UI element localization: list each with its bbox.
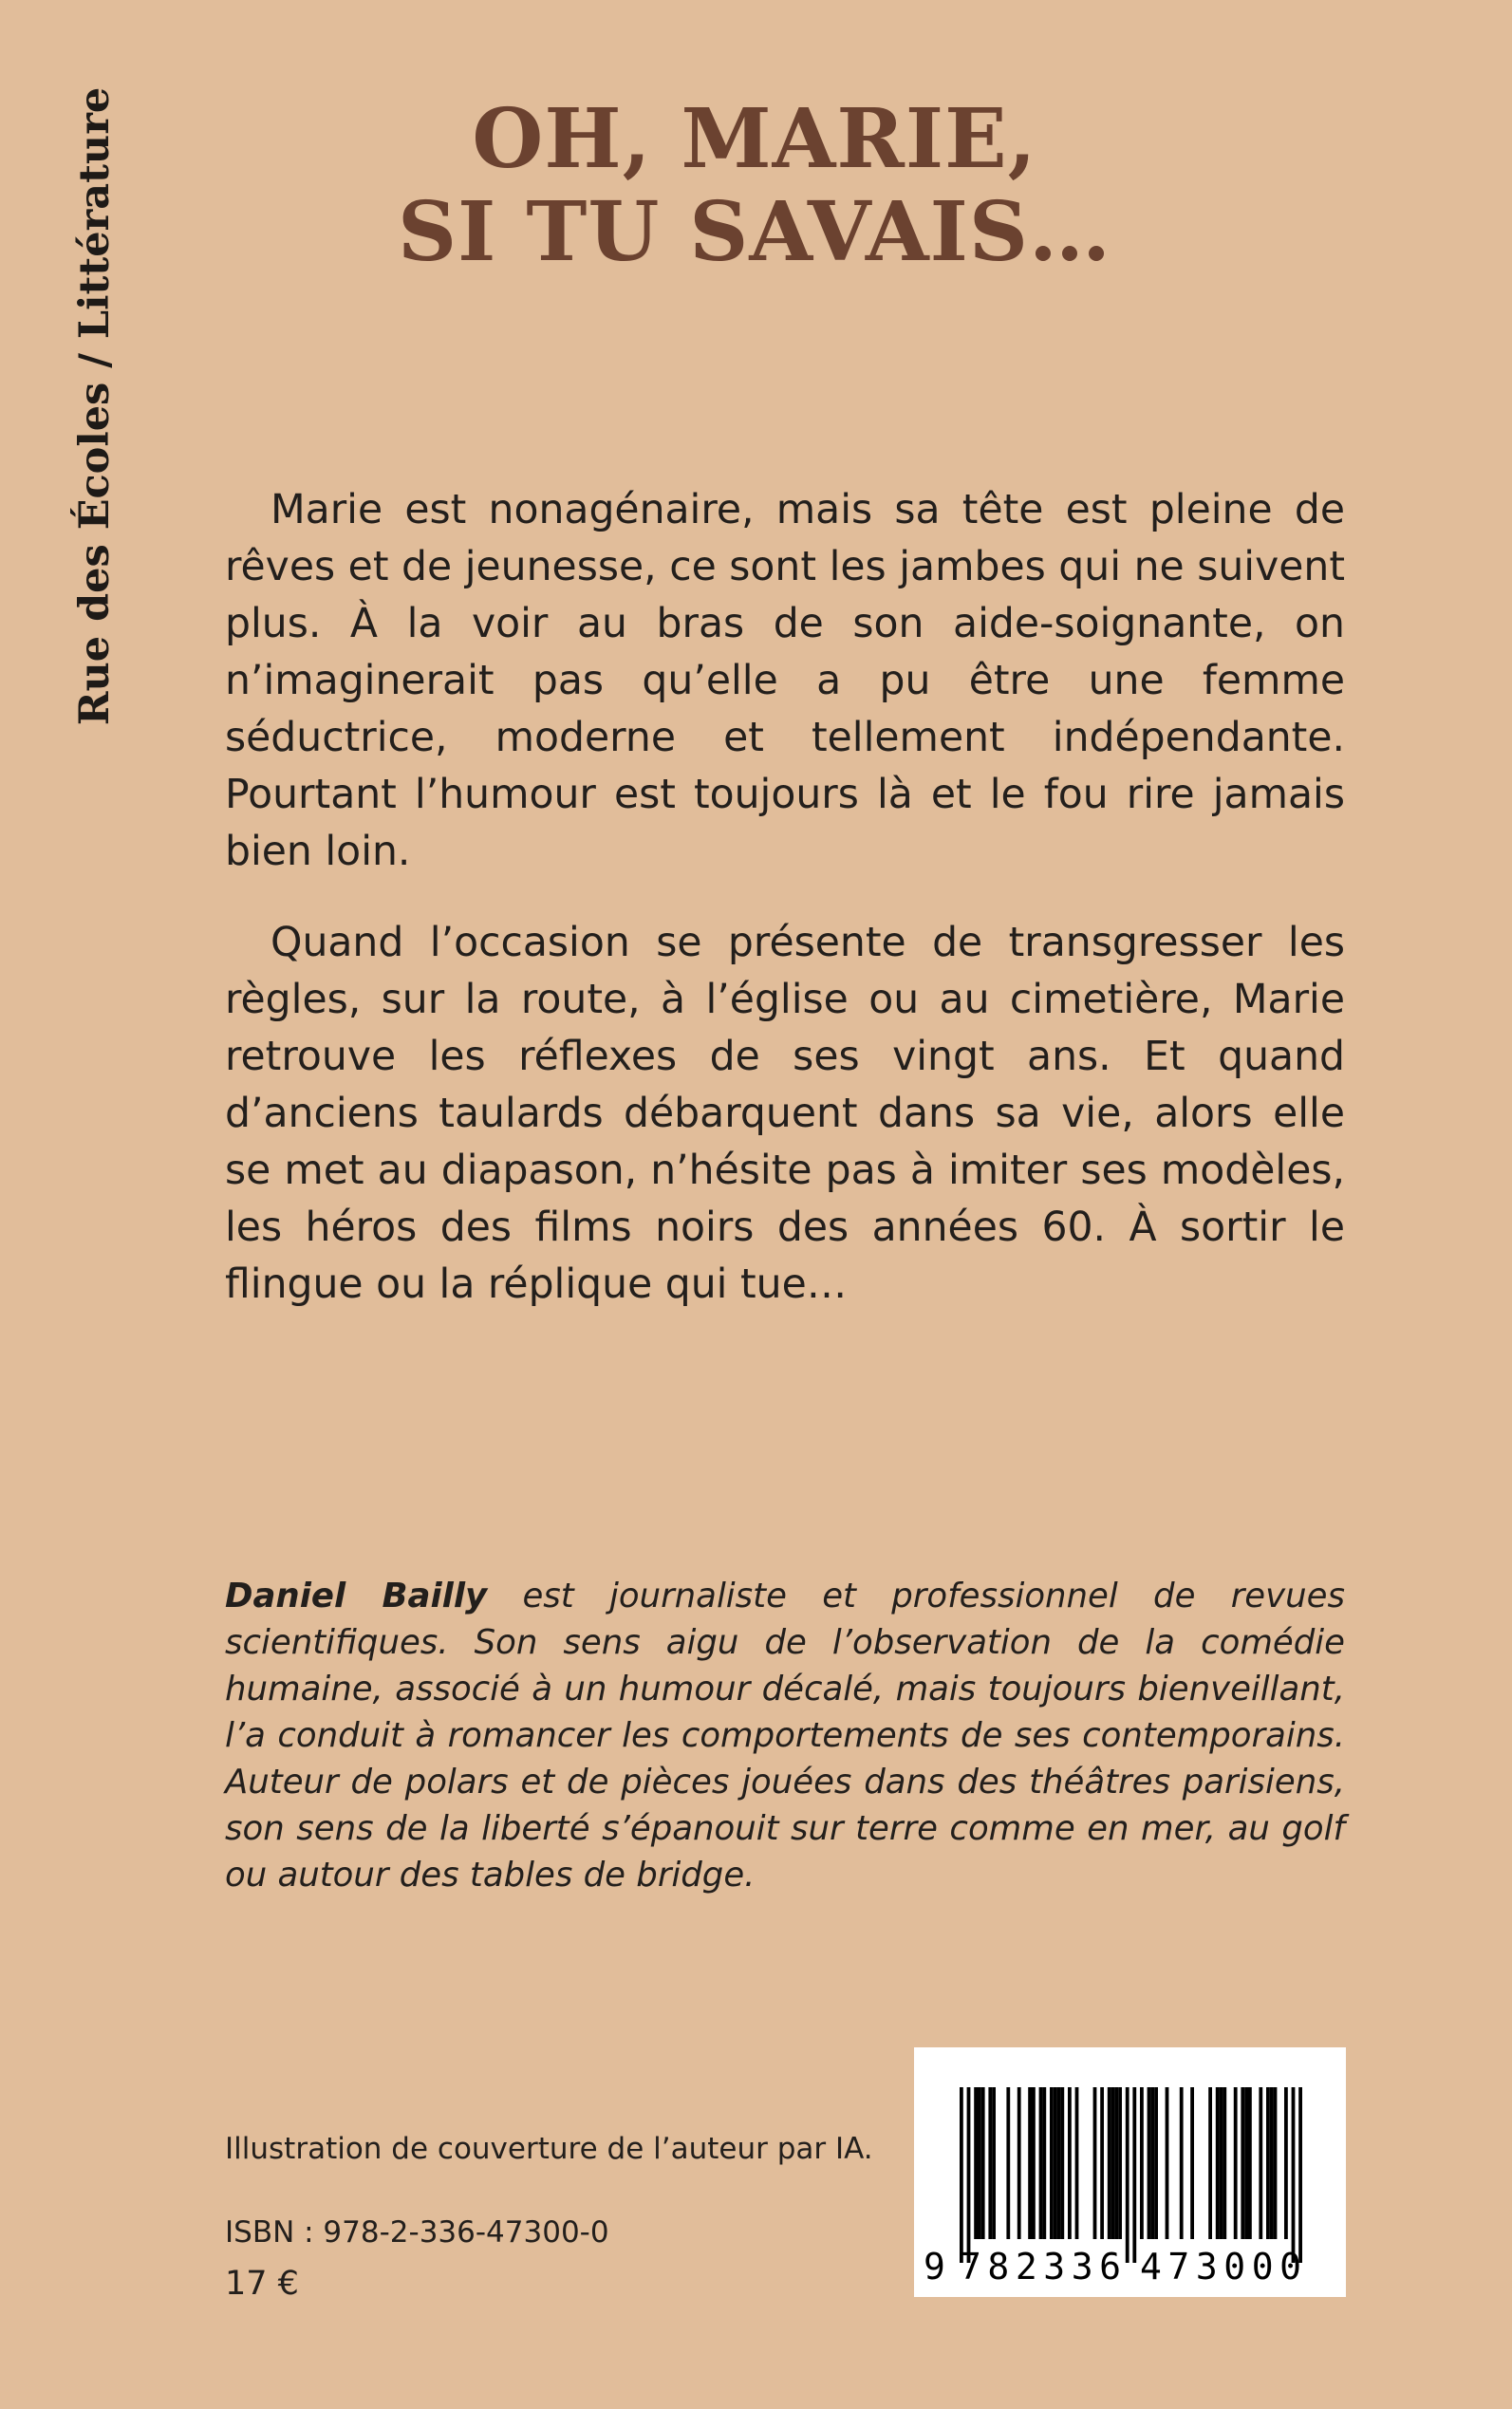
barcode-bar [1118, 2087, 1122, 2239]
barcode-graphic [914, 2047, 1346, 2297]
author-name: Daniel Bailly [225, 1577, 488, 1615]
barcode-bar [1039, 2087, 1043, 2239]
barcode-bar [1270, 2087, 1274, 2239]
barcode-bar [1075, 2087, 1079, 2239]
isbn: ISBN : 978-2-336-47300-0 [225, 2215, 609, 2250]
author-bio [225, 1573, 1345, 1898]
barcode-bar [1148, 2087, 1151, 2239]
barcode-bar [1298, 2087, 1302, 2263]
cover-credit: Illustration de couverture de l’auteur par IA. [225, 2132, 873, 2166]
barcode-bar [1292, 2087, 1296, 2263]
barcode-bar [1126, 2087, 1129, 2263]
barcode-bar [1259, 2087, 1262, 2239]
barcode-bar [1032, 2087, 1036, 2239]
spine-label-text: Rue des Écoles / Littérature [71, 86, 119, 726]
barcode-bar [1166, 2087, 1169, 2239]
barcode-bar [1093, 2087, 1097, 2239]
barcode-bar [1180, 2087, 1184, 2239]
barcode-bar [974, 2087, 978, 2239]
barcode-bar [1111, 2087, 1115, 2239]
barcode-bar [967, 2087, 971, 2263]
barcode-bar [1216, 2087, 1220, 2239]
blurb [225, 482, 1345, 1348]
barcode-bar [1284, 2087, 1288, 2239]
barcode-bar [978, 2087, 981, 2239]
barcode-bar [1150, 2087, 1154, 2239]
barcode-lead-digit: 9 [924, 2246, 945, 2288]
barcode-bar [1190, 2087, 1194, 2239]
barcode-bar [1241, 2087, 1244, 2239]
blurb-paragraph-1: Marie est nonagénaire, mais sa tête est pleine de rêves et de jeunesse, ce sont les jambes qui ne suivent plus. À la voir au bras de son aide-soignante, on n’imaginerait pas qu’elle a pu être une femme séductrice, moderne et tellement indépendante. Pourtant l’humour est toujours là et le fou rire jamais bien loin. [225, 487, 1345, 875]
barcode-bar [992, 2087, 996, 2239]
barcode-bar [1274, 2087, 1278, 2239]
barcode-bar [1100, 2087, 1104, 2239]
barcode-bar [1223, 2087, 1226, 2239]
barcode-bar [1248, 2087, 1252, 2239]
barcode-bar [1114, 2087, 1118, 2239]
book-title [228, 93, 1281, 279]
price: 17 € [225, 2265, 299, 2303]
barcode-bar [1208, 2087, 1212, 2239]
barcode-bar [1054, 2087, 1057, 2239]
barcode-right-group: 473000 [1140, 2246, 1301, 2288]
barcode-bar [1042, 2087, 1046, 2239]
barcode-bar [1060, 2087, 1064, 2239]
barcode-bar [960, 2087, 963, 2263]
barcode-digits [924, 2246, 1301, 2288]
title-line-2: SI TU SAVAIS… [398, 184, 1111, 280]
barcode-bar [1234, 2087, 1238, 2239]
barcode-bar [1220, 2087, 1223, 2239]
barcode-bar [1140, 2087, 1144, 2239]
barcode-bar [1006, 2087, 1010, 2239]
author-bio-text: est journaliste et professionnel de revues scientifiques. Son sens aigu de l’observation de la comédie humaine, associé à un humour décalé, mais toujours bienveillant, l’a conduit à romancer les comportements de ses contemporains. Auteur de polars et de pièces jouées dans des théâtres parisiens, son sens de la liberté s’épanouit sur terre comme en mer, au golf ou autour des tables de bridge. [225, 1577, 1345, 1895]
barcode-bar [1017, 2087, 1021, 2239]
barcode-bar [1266, 2087, 1270, 2239]
barcode-bar [1028, 2087, 1032, 2239]
barcode-bar [981, 2087, 985, 2239]
barcode-bar [1244, 2087, 1248, 2239]
barcode [914, 2047, 1346, 2297]
barcode-bar [1068, 2087, 1072, 2239]
barcode-bar [988, 2087, 992, 2239]
barcode-bar [1108, 2087, 1111, 2239]
title-line-1: OH, MARIE, [472, 91, 1037, 187]
blurb-paragraph-2: Quand l’occasion se présente de transgresser les règles, sur la route, à l’église ou au cimetière, Marie retrouve les réflexes de ses vingt ans. Et quand d’anciens taulards débarquent dans sa vie, alors elle se met au diapason, n’hésite pas à imiter ses modèles, les héros des films noirs des années 60. À sortir le flingue ou la réplique qui tue… [225, 920, 1345, 1308]
barcode-bar [1057, 2087, 1061, 2239]
barcode-bar [1050, 2087, 1054, 2239]
barcode-bar [1154, 2087, 1158, 2239]
barcode-bars [960, 2087, 1302, 2263]
barcode-bar [1132, 2087, 1136, 2263]
barcode-left-group: 782336 [960, 2246, 1121, 2288]
